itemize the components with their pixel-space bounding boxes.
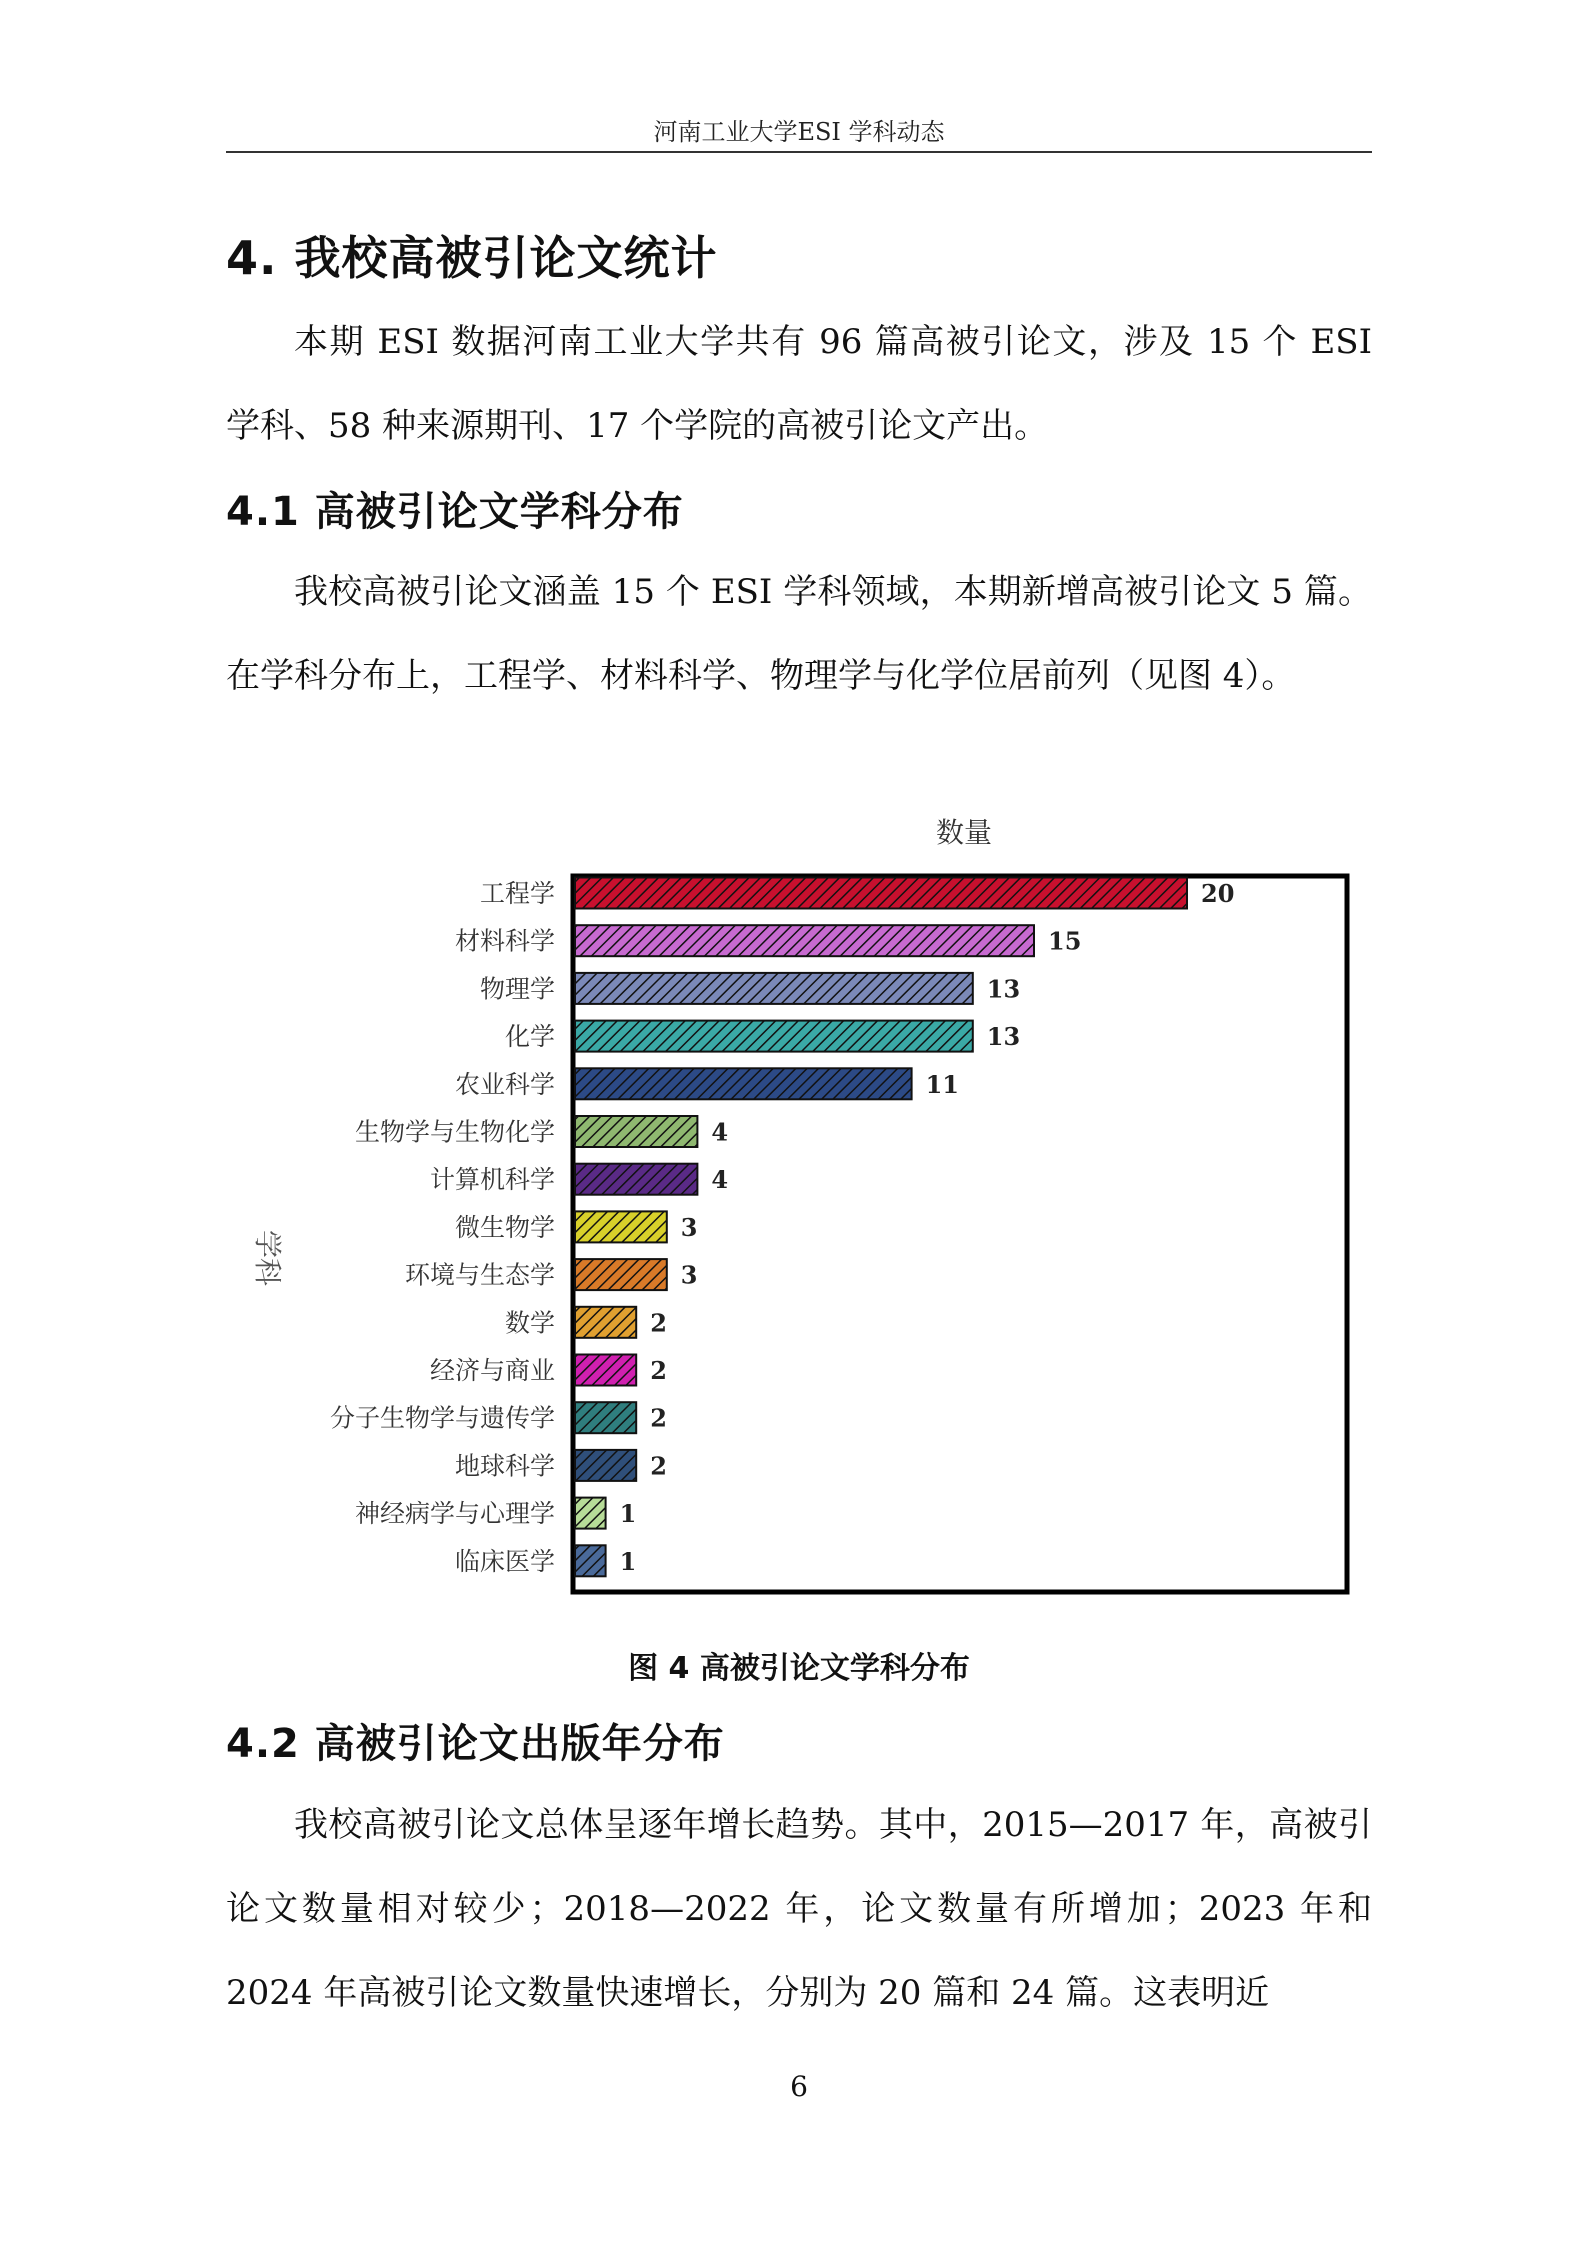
bar [575,1545,606,1576]
running-header: 河南工业大学ESI 学科动态 [653,118,945,146]
bar [575,1259,667,1290]
category-label: 数学 [504,1308,555,1338]
category-label: 农业科学 [454,1069,555,1099]
category-label: 计算机科学 [429,1165,555,1195]
bar-value-label: 15 [1048,926,1082,956]
category-label: 临床医学 [454,1546,555,1576]
chart-title: 数量 [935,816,993,849]
bar-value-label: 1 [619,1546,637,1576]
section-4-2-heading: 4.2 高被引论文出版年分布 [226,1721,725,1767]
section-4-1-body: 我校高被引论文涵盖 15 个 ESI 学科领域，本期新增高被引论文 5 篇。在学科分布上，工程学、材料科学、物理学与化学位居前列（见图 4）。 [226,572,1372,696]
bar [575,1211,667,1242]
bar [575,1116,697,1147]
category-label: 分子生物学与遗传学 [329,1403,555,1433]
bar-value-label: 2 [650,1308,667,1338]
bar-value-label: 3 [680,1260,698,1290]
category-label: 经济与商业 [429,1356,555,1385]
category-label: 神经病学与心理学 [354,1499,555,1529]
category-label: 生物学与生物化学 [354,1117,555,1147]
section-4-1-heading: 4.1 高被引论文学科分布 [226,489,684,535]
bar-value-label: 4 [711,1165,729,1195]
category-label: 物理学 [479,974,555,1004]
figure-caption: 图 4 高被引论文学科分布 [628,1651,970,1686]
subject-distribution-chart [226,800,1372,1620]
bar [575,1068,912,1099]
bar-value-label: 11 [925,1069,960,1099]
category-label: 环境与生态学 [404,1260,555,1290]
section-4-heading: 4. 我校高被引论文统计 [226,231,718,285]
bars-layer [330,878,1234,1577]
bar-value-label: 1 [619,1499,637,1529]
bar [575,1307,636,1338]
chart-svg [226,800,1372,1620]
bar-value-label: 2 [650,1356,667,1385]
bar [575,878,1187,909]
bar [575,1402,636,1433]
category-label: 材料科学 [454,926,555,956]
bar [575,1498,606,1529]
page-number: 6 [790,2070,808,2103]
bar [575,1355,636,1386]
bar-value-label: 2 [650,1403,667,1433]
bar-value-label: 13 [986,974,1021,1004]
section-4-intro: 本期 ESI 数据河南工业大学共有 96 篇高被引论文，涉及 15 个 ESI 学科、58 种来源期刊、17 个学院的高被引论文产出。 [226,322,1372,446]
bar [575,1164,697,1195]
section-4-2-body: 我校高被引论文总体呈逐年增长趋势。其中，2015—2017 年，高被引论文数量相对较少；2018—2022 年，论文数量有所增加；2023 年和 2024 年高被引论文数量快速增长，分别为 20 篇和 24 篇。这表明近 [226,1805,1372,2013]
category-label: 地球科学 [454,1451,555,1481]
bar [575,925,1034,956]
bar-value-label: 2 [650,1451,667,1481]
bar-value-label: 20 [1201,879,1235,908]
bar-value-label: 4 [711,1117,729,1147]
category-label: 化学 [504,1022,555,1052]
bar [575,1021,973,1052]
y-axis-label: 学科 [251,1229,284,1287]
category-label: 微生物学 [454,1212,555,1242]
category-label: 工程学 [479,879,555,908]
bar-value-label: 3 [680,1212,698,1242]
header-rule [226,151,1372,153]
bar [575,973,973,1004]
bar [575,1450,636,1481]
bar-value-label: 13 [986,1022,1021,1052]
